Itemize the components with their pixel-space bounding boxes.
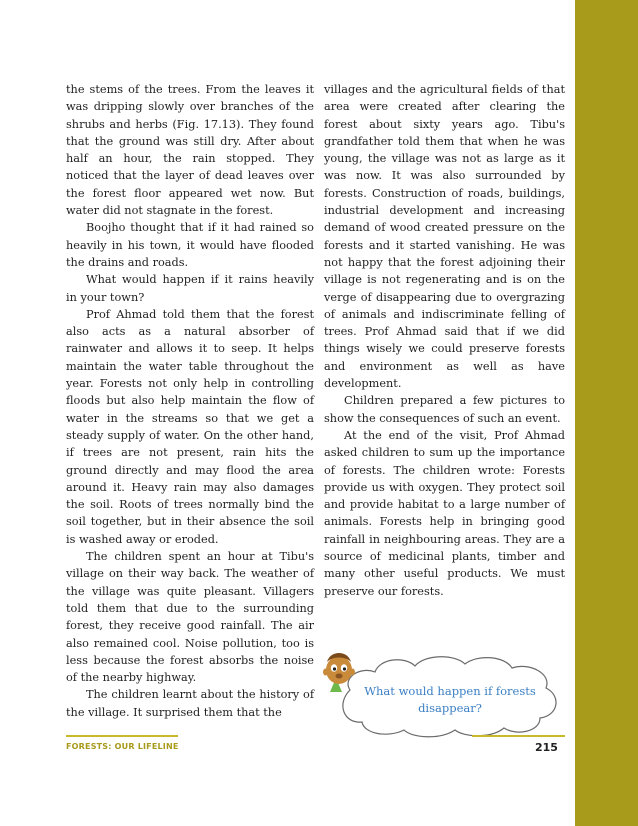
paragraph: Prof Ahmad told them that the forest also acts as a natural absorber of rainwater and allows it to seep. It helps maintain the water table throughout the year. Forests not only help in controlling floods but also help maintain the flow of water in the streams so that we get a steady supply of water. On the other hand, if trees are not present, rain hits the ground directly and may flood the area around it. Heavy rain may also damages the soil. Roots of trees normally bind the soil together, but in their absence the soil is washed away or eroded. [66, 307, 314, 546]
right-text-column [324, 81, 565, 600]
paragraph: villages and the agricultural fields of that area were created after clearing the forest about sixty years ago. Tibu's grandfather told them that when he was young, the village was not as large as it was now. It was also surrounded by forests. Construction of roads, buildings, industrial development and increasing demand of wood created pressure on the forests and it started vanishing. He was not happy that the forest adjoining their village is not regenerating and is on the verge of disappearing due to overgrazing of animals and indiscriminate felling of trees. Prof Ahmad said that if we did things wisely we could preserve forests and environment as well as have development. [324, 83, 565, 391]
paragraph: The children spent an hour at Tibu's village on their way back. The weather of the village was quite pleasant. Villagers told them that due to the surrounding forest, they receive good rainfall. The air also remained cool. Noise pollution, too is less because the forest absorbs the noise of the nearby highway. [66, 550, 314, 685]
side-color-bar [575, 0, 638, 826]
footer-chapter-title: FORESTS: OUR LIFELINE [66, 742, 179, 751]
footer-rule-left [66, 735, 178, 737]
paragraph: The children learnt about the history of the village. It surprised them that the [66, 688, 314, 719]
paragraph: Children prepared a few pictures to show the consequences of such an event. [324, 394, 565, 425]
boojho-character-icon [322, 648, 356, 700]
paragraph: At the end of the visit, Prof Ahmad asked children to sum up the importance of forests. The children wrote: Forests provide us with oxygen. They protect soil and provide habitat to a large number of animals. Forests help in bringing good rainfall in neighbouring areas. They are a source of medicinal plants, timber and many other useful products. We must preserve our forests. [324, 428, 565, 598]
paragraph: Boojho thought that if it had rained so heavily in his town, it would have flooded the drains and roads. [66, 221, 314, 269]
page-number: 215 [535, 741, 558, 754]
footer-rule-right [472, 735, 565, 737]
thought-bubble-text: What would happen if forests disappear? [364, 684, 536, 715]
paragraph: What would happen if it rains heavily in your town? [66, 273, 314, 304]
paragraph: the stems of the trees. From the leaves it was dripping slowly over branches of the shrubs and herbs (Fig. 17.13). They found that the ground was still dry. After about half an hour, the rain stopped. They noticed that the layer of dead leaves over the forest floor appeared wet now. But water did not stagnate in the forest. [66, 83, 314, 218]
left-text-column [66, 81, 314, 721]
